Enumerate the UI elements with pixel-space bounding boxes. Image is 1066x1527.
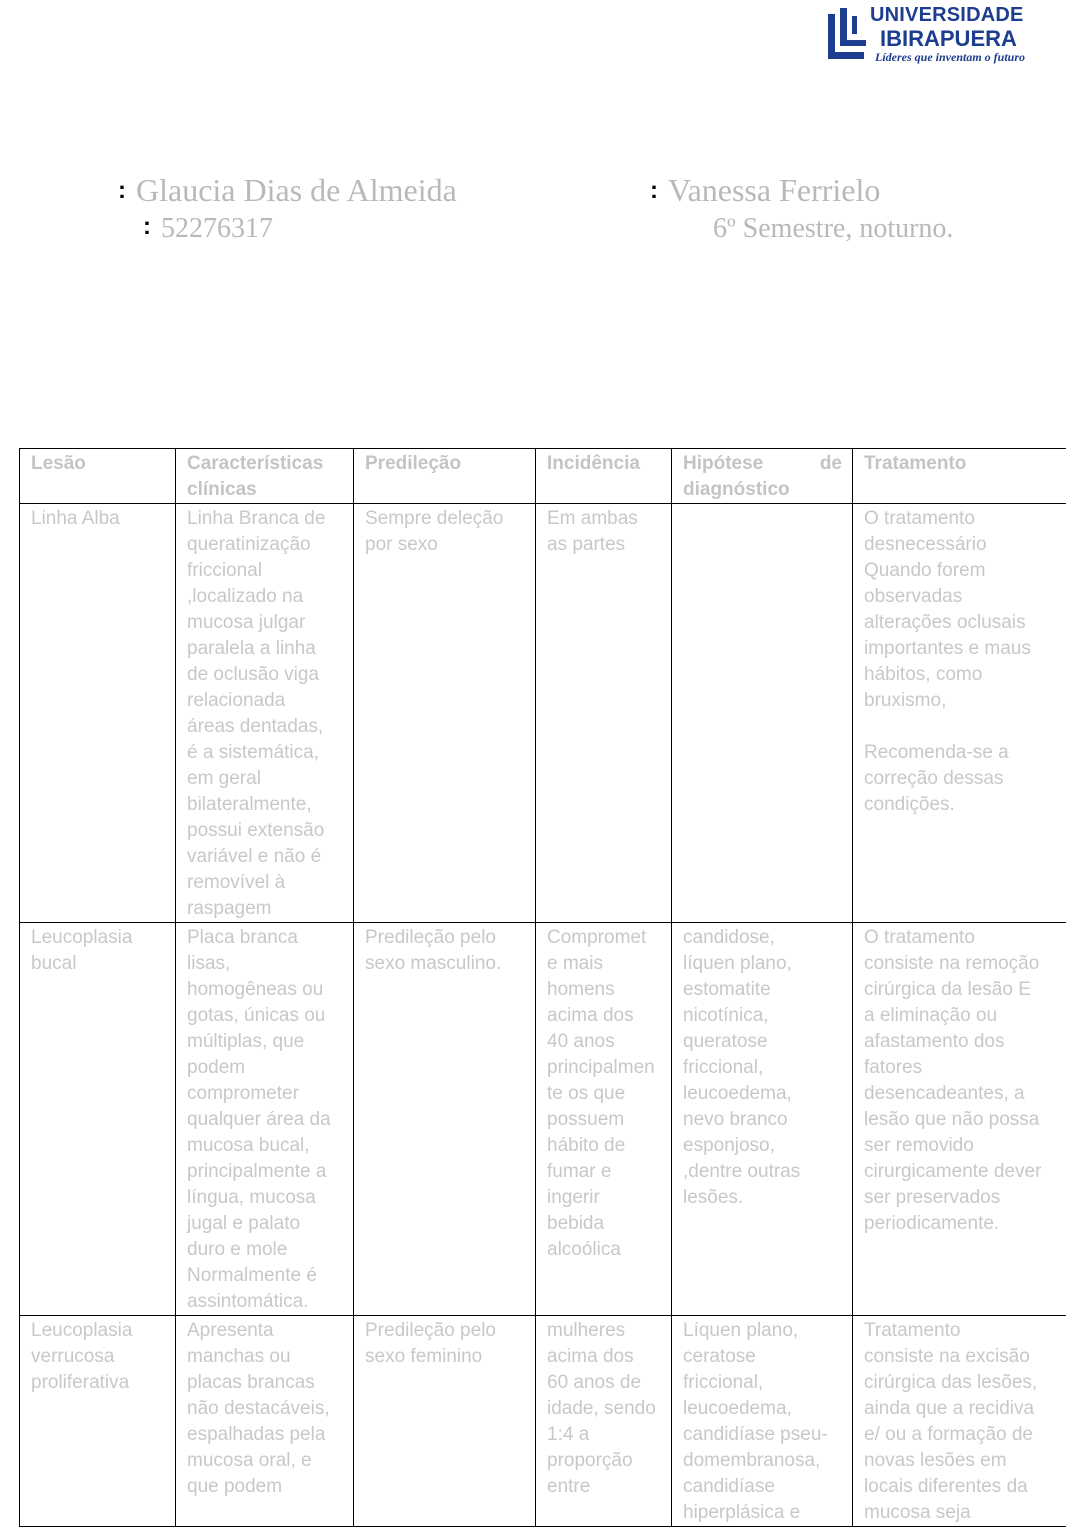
cell-lesao: Linha Alba — [20, 504, 176, 923]
cell-tratamento: Tratamento consiste na excisão cirúrgica das lesões, ainda que a recidiva e/ ou a formação de novas lesões em locais diferentes da mucosa seja — [853, 1316, 1066, 1527]
col-header-caracteristicas: Características clínicas — [176, 449, 354, 504]
logo-line-1: UNIVERSIDADE — [870, 4, 1024, 27]
professor-line — [650, 172, 880, 209]
student-ra-line — [143, 213, 273, 245]
cell-hipotese: candidose, líquen plano, estomatite nicotínica, queratose friccional, leucoedema, nevo branco esponjoso, ,dentre outras lesões. — [672, 923, 853, 1316]
col-header-lesao: Lesão — [20, 449, 176, 504]
cell-incidencia: mulheres acima dos 60 anos de idade, sendo 1:4 a proporção entre — [536, 1316, 672, 1527]
col-header-predilecao: Predileção — [354, 449, 536, 504]
cell-predilecao: Predileção pelo sexo feminino — [354, 1316, 536, 1527]
cell-incidencia: Em ambas as partes — [536, 504, 672, 923]
lesions-table — [19, 448, 1066, 1527]
table-row — [20, 504, 1066, 923]
student-name-line — [118, 172, 457, 209]
col-header-tratamento: Tratamento — [853, 449, 1066, 504]
logo-line-2: IBIRAPUERA — [880, 26, 1017, 52]
professor-colon: : — [650, 177, 658, 204]
cell-tratamento: O tratamento consiste na remoção cirúrgica da lesão E a eliminação ou afastamento dos fatores desencadeantes, a lesão que não possa ser removido cirurgicamente dever ser preservados periodicamente. — [853, 923, 1066, 1316]
col-header-hipotese: Hipótese de diagnóstico — [672, 449, 853, 504]
cell-caracteristicas: Apresenta manchas ou placas brancas não destacáveis, espalhadas pela mucosa oral, e que podem — [176, 1316, 354, 1527]
table-row — [20, 923, 1066, 1316]
semester: 6º Semestre, noturno. — [713, 213, 953, 244]
col-header-incidencia: Incidência — [536, 449, 672, 504]
student-ra: 52276317 — [161, 213, 273, 244]
student-name-colon: : — [118, 177, 126, 204]
semester-line — [713, 213, 953, 245]
logo-tagline: Líderes que inventam o futuro — [875, 50, 1025, 65]
student-ra-colon: : — [143, 213, 151, 240]
cell-lesao: Leucoplasia verrucosa proliferativa — [20, 1316, 176, 1527]
university-logo — [826, 4, 1062, 68]
university-logo-mark-icon — [826, 6, 872, 64]
student-name: Glaucia Dias de Almeida — [136, 172, 457, 208]
cell-caracteristicas: Placa branca lisas, homogêneas ou gotas, únicas ou múltiplas, que podem comprometer qualquer área da mucosa bucal, principalmente a língua, mucosa jugal e palato duro e mole Normalmente é assintomática. — [176, 923, 354, 1316]
table-header-row — [20, 449, 1066, 504]
professor-name: Vanessa Ferrielo — [668, 172, 880, 208]
cell-incidencia: Compromet e mais homens acima dos 40 anos principalmen te os que possuem hábito de fumar e ingerir bebida alcoólica — [536, 923, 672, 1316]
cell-caracteristicas: Linha Branca de queratinização friccional ,localizado na mucosa julgar paralela a linha de oclusão viga relacionada áreas dentadas, é a sistemática, em geral bilateralmente, possui extensão variável e não é removível à raspagem — [176, 504, 354, 923]
table-row — [20, 1316, 1066, 1527]
cell-hipotese: Líquen plano, ceratose friccional, leucoedema, candidíase pseu- domembranosa, candidíase hiperplásica e — [672, 1316, 853, 1527]
cell-lesao: Leucoplasia bucal — [20, 923, 176, 1316]
cell-predilecao: Sempre deleção por sexo — [354, 504, 536, 923]
cell-tratamento: O tratamento desnecessário Quando forem observadas alterações oclusais importantes e maus hábitos, como bruxismo, Recomenda-se a correção dessas condições. — [853, 504, 1066, 923]
cell-predilecao: Predileção pelo sexo masculino. — [354, 923, 536, 1316]
cell-hipotese — [672, 504, 853, 923]
